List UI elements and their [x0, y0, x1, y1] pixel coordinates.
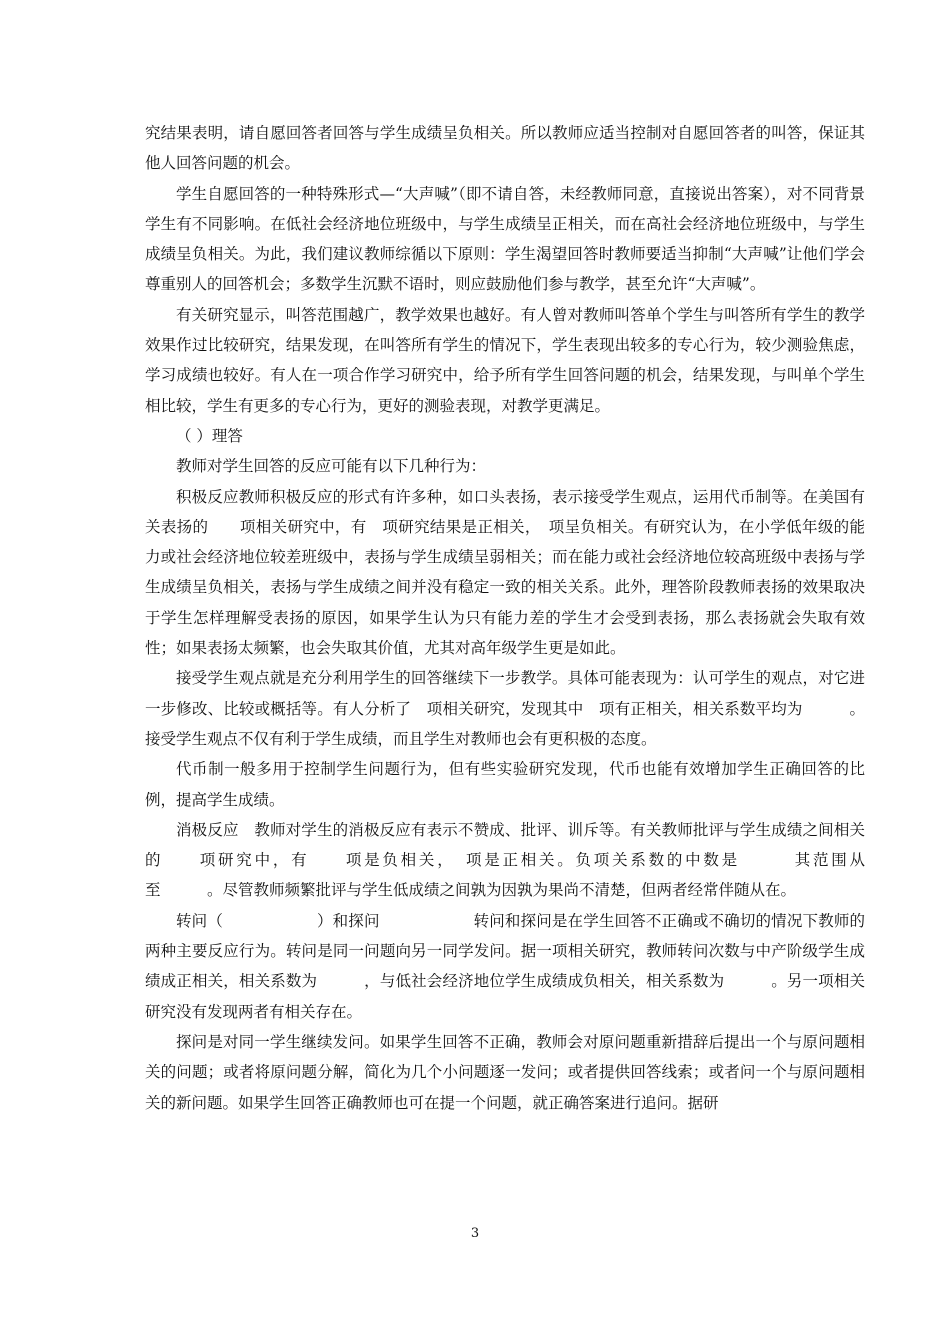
body-text — [145, 118, 912, 1118]
paragraph: 转问（ ）和探问 转问和探问是在学生回答不正确或不确切的情况下教师的两种主要反应行为。转问是同一问题向另一同学发问。据一项相关研究，教师转问次数与中产阶级学生成绩成正相关，相关系数为 ，与低社会经济地位学生成绩成负相关，相关系数为 。另一项相关研究没有发现两者有相关存在。 — [145, 911, 865, 1021]
paragraph: 究结果表明，请自愿回答者回答与学生成绩呈负相关。所以教师应适当控制对自愿回答者的叫答，保证其他人回答问题的机会。 — [145, 124, 865, 173]
paragraph: 有关研究显示，叫答范围越广，教学效果也越好。有人曾对教师叫答单个学生与叫答所有学生的教学效果作过比较研究，结果发现，在叫答所有学生的情况下，学生表现出较多的专心行为，较少测验焦虑，学习成绩也较好。有人在一项合作学习研究中，给予所有学生回答问题的机会，结果发现，与叫单个学生相比较，学生有更多的专心行为，更好的测验表现，对教学更满足。 — [145, 305, 865, 415]
section-heading: （ ）理答 — [176, 426, 243, 445]
paragraph: 学生自愿回答的一种特殊形式—“大声喊”（即不请自答，未经教师同意，直接说出答案），对不同背景学生有不同影响。在低社会经济地位班级中，与学生成绩呈正相关，而在高社会经济地位班级中，与学生成绩呈负相关。为此，我们建议教师综循以下原则：学生渴望回答时教师要适当抑制“大声喊”让他们学会尊重别人的回答机会；多数学生沉默不语时，则应鼓励他们参与教学，甚至允许“大声喊”。 — [145, 184, 865, 294]
paragraph: 接受学生观点就是充分利用学生的回答继续下一步教学。具体可能表现为：认可学生的观点，对它进一步修改、比较或概括等。有人分析了 项相关研究，发现其中 项有正相关，相关系数平均为 。接受学生观点不仅有利于学生成绩，而且学生对教师也会有更积极的态度。 — [145, 669, 865, 748]
page-number: 3 — [470, 1226, 480, 1241]
paragraph: 探问是对同一学生继续发问。如果学生回答不正确，教师会对原问题重新措辞后提出一个与原问题相关的问题；或者将原问题分解，简化为几个小问题逐一发问；或者提供回答线索；或者问一个与原问题相关的新问题。如果学生回答正确教师也可在提一个问题，就正确答案进行追问。据研 — [145, 1032, 865, 1112]
paragraph: 消极反应 教师对学生的消极反应有表示不赞成、批评、训斥等。有关教师批评与学生成绩之间相关的 项研究中，有 项是负相关， 项是正相关。负项关系数的中数是 其范围从 至 。尽管教师频繁批评与学生低成绩之间孰为因孰为果尚不清楚，但两者经常伴随从在。 — [145, 820, 912, 900]
paragraph: 积极反应教师积极反应的形式有许多种，如口头表扬，表示接受学生观点，运用代币制等。在美国有关表扬的 项相关研究中，有 项研究结果是正相关， 项呈负相关。有研究认为，在小学低年级的能力或社会经济地位较差班级中，表扬与学生成绩呈弱相关；而在能力或社会经济地位较高班级中表扬与学生成绩呈负相关，表扬与学生成绩之间并没有稳定一致的相关关系。此外，理答阶段教师表扬的效果取决于学生怎样理解受表扬的原因，如果学生认为只有能力差的学生才会受到表扬，那么表扬就会失取有效性；如果表扬太频繁，也会失取其价值，尤其对高年级学生更是如此。 — [145, 487, 865, 658]
paragraph: 教师对学生回答的反应可能有以下几种行为： — [176, 457, 487, 476]
paragraph: 代币制一般多用于控制学生问题行为，但有些实验研究发现，代币也能有效增加学生正确回答的比例，提高学生成绩。 — [145, 760, 865, 809]
